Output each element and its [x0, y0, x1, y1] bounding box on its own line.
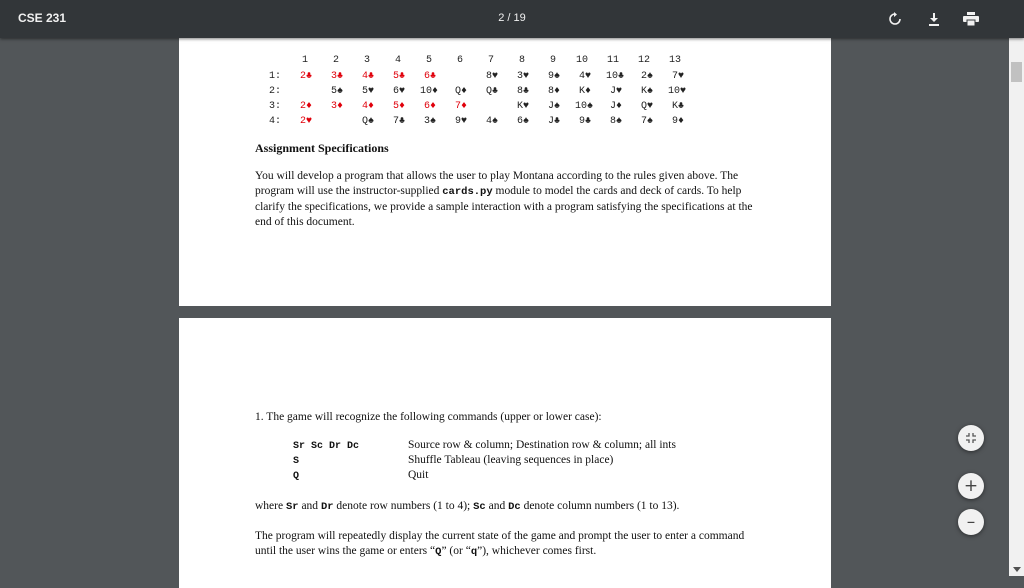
card-cell: 8♠ — [610, 116, 623, 127]
card-cell: Q♠ — [362, 116, 375, 127]
row-label: 1: — [269, 71, 282, 82]
paragraph-where — [255, 499, 795, 515]
column-header: 5 — [426, 55, 433, 66]
card-cell: 8♣ — [517, 86, 530, 97]
card-cell: J♥ — [610, 86, 623, 97]
text: The program will repeatedly display the current state of the game and prompt the user to enter a command until the user wins the game or enters “ — [255, 530, 745, 557]
column-header: 8 — [519, 55, 526, 66]
paragraph-text: You will develop a program that allows the user to play Montana according to the rules given above. The program will use the instructor-supplied — [255, 170, 739, 197]
command-code: Sr Sc Dr Dc — [293, 441, 360, 452]
code: q — [470, 546, 478, 558]
card-cell: 10♣ — [606, 71, 625, 82]
card-cell: 5♣ — [393, 71, 406, 82]
text: denote column numbers (1 to 13). — [520, 500, 680, 512]
card-cell: K♣ — [672, 101, 685, 112]
paragraph-repeat — [255, 529, 755, 560]
command-description: Source row & column; Destination row & column; all ints — [408, 439, 676, 451]
card-cell: 4♣ — [362, 71, 375, 82]
card-cell: 3♠ — [424, 116, 437, 127]
scrollbar-thumb[interactable] — [1011, 62, 1022, 82]
card-cell: 2♥ — [300, 116, 313, 127]
column-header: 11 — [607, 55, 620, 66]
card-cell: 7♥ — [672, 71, 685, 82]
text: where — [255, 500, 286, 512]
card-cell: 6♠ — [517, 116, 530, 127]
section-heading: Assignment Specifications — [255, 141, 389, 155]
card-cell: 7♦ — [455, 101, 468, 112]
card-cell: Q♦ — [455, 86, 468, 97]
card-cell: 8♦ — [548, 86, 561, 97]
card-cell: 9♦ — [672, 116, 685, 127]
card-cell: 5♦ — [393, 101, 406, 112]
text: and — [298, 500, 321, 512]
card-cell: J♠ — [548, 101, 561, 112]
card-cell: 10♥ — [668, 86, 687, 97]
column-header: 10 — [576, 55, 589, 66]
code: Dc — [508, 501, 521, 513]
card-cell: 4♠ — [486, 116, 499, 127]
card-cell: 3♦ — [331, 101, 344, 112]
command-code: S — [293, 456, 300, 467]
column-header: 9 — [550, 55, 557, 66]
card-cell: 2♠ — [641, 71, 654, 82]
column-header: 12 — [638, 55, 651, 66]
card-cell: 2♦ — [300, 101, 313, 112]
vertical-scrollbar[interactable] — [1009, 38, 1024, 576]
card-cell: 7♠ — [641, 116, 654, 127]
rotate-icon[interactable] — [885, 9, 905, 29]
card-cell: 9♠ — [548, 71, 561, 82]
card-cell: 10♠ — [575, 101, 594, 112]
card-cell: 6♣ — [424, 71, 437, 82]
zoom-out-button[interactable]: – — [958, 509, 984, 535]
card-cell: 2♣ — [300, 71, 313, 82]
pdf-page-3 — [179, 318, 831, 588]
card-cell: K♠ — [641, 86, 654, 97]
command-description: Shuffle Tableau (leaving sequences in place) — [408, 454, 614, 466]
code: Sr — [285, 501, 299, 513]
card-cell: 3♣ — [331, 71, 344, 82]
fit-to-page-icon — [965, 432, 977, 444]
text: ” (or “ — [441, 545, 471, 557]
card-cell: 10♦ — [420, 86, 439, 97]
download-icon[interactable] — [924, 9, 944, 29]
code: Sc — [473, 501, 486, 513]
row-label: 4: — [269, 116, 282, 127]
card-cell: 4♦ — [362, 101, 375, 112]
card-cell: 6♦ — [424, 101, 437, 112]
column-header: 7 — [488, 55, 495, 66]
row-label: 2: — [269, 86, 282, 97]
card-cell: Q♥ — [641, 101, 654, 112]
code: Q — [435, 546, 442, 558]
card-cell: 3♥ — [517, 71, 530, 82]
row-label: 3: — [269, 101, 282, 112]
column-header: 3 — [364, 55, 371, 66]
column-header: 6 — [457, 55, 464, 66]
document-title: CSE 231 — [18, 11, 67, 25]
card-cell: 4♥ — [579, 71, 592, 82]
card-cell: K♥ — [517, 101, 530, 112]
card-cell: 9♣ — [579, 116, 592, 127]
code: Dr — [320, 501, 334, 513]
column-header: 1 — [302, 55, 309, 66]
card-cell: Q♣ — [486, 86, 499, 97]
print-icon[interactable] — [961, 9, 981, 29]
text: ”), whichever comes first. — [477, 545, 597, 557]
pdf-toolbar — [0, 0, 1024, 38]
text: and — [485, 500, 509, 512]
code-cards-py: cards.py — [442, 186, 493, 198]
card-cell: 5♠ — [331, 86, 344, 97]
card-cell: 7♣ — [393, 116, 406, 127]
command-description: Quit — [408, 469, 429, 481]
card-cell: 9♥ — [455, 116, 468, 127]
page-indicator: 2 / 19 — [498, 12, 526, 24]
column-header: 4 — [395, 55, 402, 66]
column-header: 2 — [333, 55, 340, 66]
card-cell: J♣ — [548, 116, 561, 127]
command-code: Q — [293, 471, 300, 482]
list-item-1: 1. The game will recognize the following commands (upper or lower case): — [255, 411, 602, 423]
card-cell: K♦ — [579, 86, 592, 97]
card-cell: 8♥ — [486, 71, 499, 82]
scroll-down-arrow-icon[interactable] — [1013, 567, 1021, 572]
card-cell: 5♥ — [362, 86, 375, 97]
column-header: 13 — [669, 55, 682, 66]
text: denote row numbers (1 to 4); — [333, 500, 474, 512]
paragraph-spec — [255, 169, 765, 230]
card-cell: 6♥ — [393, 86, 406, 97]
fit-to-page-button[interactable] — [958, 425, 984, 451]
paragraph-text: module to model the cards and deck of cards. To help clarify the specifications, we provide a sample interaction with a program satisfying the specifications at the end of this document. — [255, 185, 753, 228]
card-cell: J♦ — [610, 101, 623, 112]
pdf-page-2 — [179, 38, 831, 306]
zoom-in-button[interactable]: + — [958, 473, 984, 499]
